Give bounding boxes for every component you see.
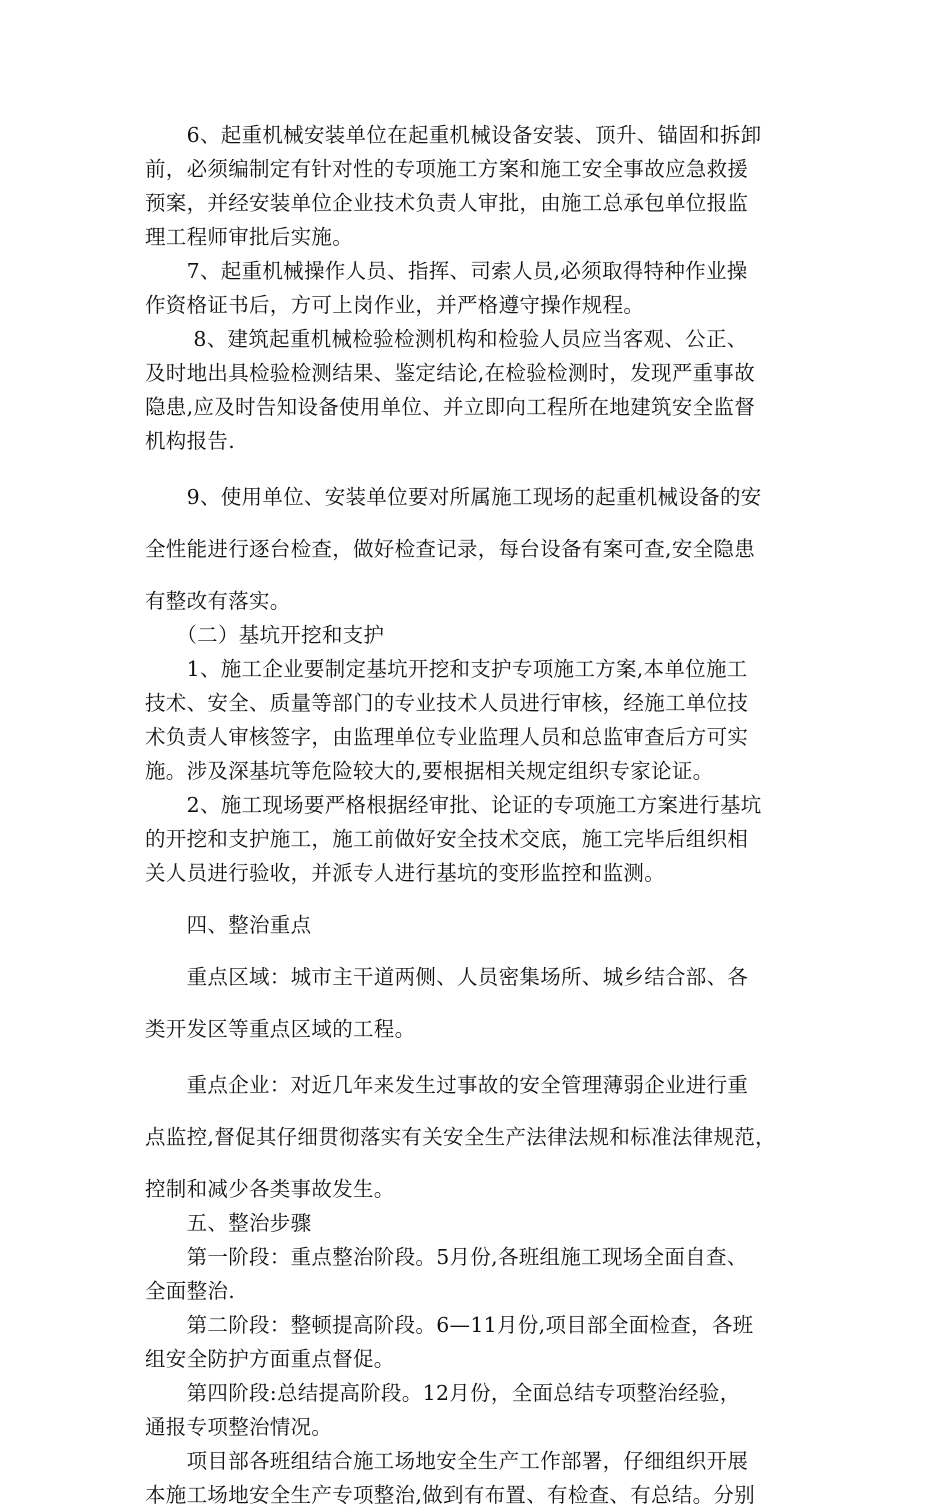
text-line: 预案，并经安装单位企业技术负责人审批，由施工总承包单位报监: [145, 191, 749, 215]
text-line: 全性能进行逐台检查，做好检查记录，每台设备有案可查,安全隐患: [145, 537, 756, 561]
text-line: 第一阶段：重点整治阶段。5月份,各班组施工现场全面自查、: [145, 1245, 748, 1269]
text-line: 重点区域：城市主干道两侧、人员密集场所、城乡结合部、各: [145, 965, 749, 989]
text-line: 第四阶段:总结提高阶段。12月份，全面总结专项整治经验，: [145, 1381, 741, 1405]
text-line: 及时地出具检验检测结果、鉴定结论,在检验检测时，发现严重事故: [145, 361, 756, 385]
text-line: 2、施工现场要严格根据经审批、论证的专项施工方案进行基坑: [145, 793, 762, 817]
text-line: 有整改有落实。: [145, 589, 291, 613]
text-line: 关人员进行验收，并派专人进行基坑的变形监控和监测。: [145, 861, 665, 885]
text-line: 项目部各班组结合施工场地安全生产工作部署，仔细组织开展: [145, 1449, 749, 1473]
paragraph-stage-1: [145, 1240, 805, 1308]
section-heading-foundation-pit: [145, 618, 805, 652]
text-line: 重点企业：对近几年来发生过事故的安全管理薄弱企业进行重: [145, 1073, 749, 1097]
paragraph-item-9: [145, 480, 805, 618]
paragraph-pit-1: [145, 652, 805, 788]
section-heading-key-points: [145, 908, 805, 942]
paragraph-stage-2: [145, 1308, 805, 1376]
paragraph-pit-2: [145, 788, 805, 890]
heading-line: （二）基坑开挖和支护: [145, 623, 385, 647]
text-line: 的开挖和支护施工，施工前做好安全技术交底，施工完毕后组织相: [145, 827, 749, 851]
text-line: 6、起重机械安装单位在起重机械设备安装、顶升、锚固和拆卸: [145, 123, 762, 147]
heading-line: 四、整治重点: [145, 913, 312, 937]
text-line: 全面整治.: [145, 1279, 236, 1303]
section-heading-steps: [145, 1206, 805, 1240]
paragraph-key-areas: [145, 960, 805, 1064]
text-line: 前，必须编制定有针对性的专项施工方案和施工安全事故应急救援: [145, 157, 749, 181]
text-line: 8、建筑起重机械检验检测机构和检验人员应当客观、公正、: [145, 327, 748, 351]
document-page: [145, 118, 805, 1512]
text-line: 机构报告.: [145, 429, 236, 453]
text-line: 施。涉及深基坑等危险较大的,要根据相关规定组织专家论证。: [145, 759, 714, 783]
text-line: 类开发区等重点区域的工程。: [145, 1017, 416, 1041]
text-line: 术负责人审核签字，由监理单位专业监理人员和总监审查后方可实: [145, 725, 749, 749]
text-line: 控制和减少各类事故发生。: [145, 1177, 395, 1201]
paragraph-key-enterprises: [145, 1068, 805, 1206]
heading-line: 五、整治步骤: [145, 1211, 312, 1235]
paragraph-item-7: [145, 254, 805, 322]
text-line: 技术、安全、质量等部门的专业技术人员进行审核，经施工单位技: [145, 691, 749, 715]
text-line: 理工程师审批后实施。: [145, 225, 353, 249]
paragraph-item-8: [145, 322, 805, 458]
paragraph-stage-4: [145, 1376, 805, 1444]
paragraph-closing: [145, 1444, 805, 1512]
text-line: 1、施工企业要制定基坑开挖和支护专项施工方案,本单位施工: [145, 657, 748, 681]
text-line: 作资格证书后，方可上岗作业，并严格遵守操作规程。: [145, 293, 645, 317]
text-line: 7、起重机械操作人员、指挥、司索人员,必须取得特种作业操: [145, 259, 748, 283]
text-line: 本施工场地安全生产专项整治,做到有布置、有检查、有总结。分别: [145, 1483, 756, 1507]
text-line: 通报专项整治情况。: [145, 1415, 333, 1439]
text-line: 隐患,应及时告知设备使用单位、并立即向工程所在地建筑安全监督: [145, 395, 756, 419]
text-line: 9、使用单位、安装单位要对所属施工现场的起重机械设备的安: [145, 485, 762, 509]
paragraph-item-6: [145, 118, 805, 254]
text-line: 点监控,督促其仔细贯彻落实有关安全生产法律法规和标准法律规范，: [145, 1125, 776, 1149]
text-line: 第二阶段：整顿提高阶段。6—11月份,项目部全面检查，各班: [145, 1313, 754, 1337]
text-line: 组安全防护方面重点督促。: [145, 1347, 395, 1371]
